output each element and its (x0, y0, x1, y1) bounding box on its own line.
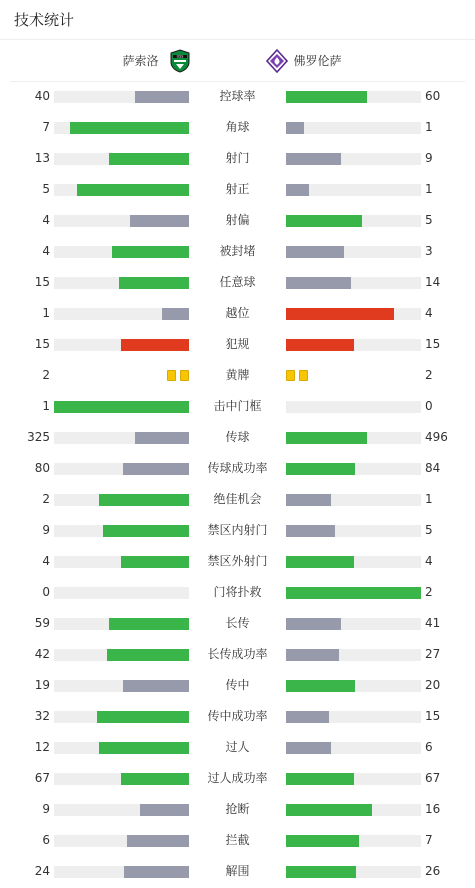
home-stat-value: 4 (42, 554, 50, 568)
home-stat-bar-fill (123, 680, 189, 692)
stat-label: 抢断 (225, 802, 250, 816)
home-stat-bar-track (54, 153, 189, 165)
away-stat-value: 15 (425, 709, 441, 723)
stat-label: 任意球 (219, 275, 256, 289)
teams-header (10, 40, 465, 82)
stat-row (0, 236, 475, 267)
away-stat-bar-fill (286, 835, 359, 847)
stat-label: 被封堵 (219, 244, 256, 258)
away-stat-bar-track (286, 618, 421, 630)
home-stat-bar-track (54, 742, 189, 754)
home-stat-bar-fill (112, 246, 189, 258)
away-stat-value: 5 (425, 213, 433, 227)
home-stat-value: 9 (42, 802, 50, 816)
home-stat-bar-track (54, 494, 189, 506)
away-stat-bar-track (286, 246, 421, 258)
away-stat-value: 496 (425, 430, 448, 444)
stat-row (0, 112, 475, 143)
stat-row (0, 701, 475, 732)
stat-label: 角球 (225, 120, 250, 134)
stat-label: 犯规 (225, 337, 250, 351)
away-stat-value: 84 (425, 461, 441, 475)
home-stat-value: 13 (34, 151, 50, 165)
away-stat-bar-fill (286, 494, 331, 506)
home-stat-value: 19 (34, 678, 50, 692)
stat-row (0, 515, 475, 546)
home-stat-bar-track (54, 866, 189, 878)
away-stat-bar-fill (286, 618, 341, 630)
away-stat-value: 27 (425, 647, 441, 661)
home-stat-bar-fill (119, 277, 189, 289)
home-stat-bar-fill (121, 339, 189, 351)
away-yellow-cards (286, 370, 308, 382)
home-stat-bar-fill (162, 308, 189, 320)
away-stat-bar-track (286, 153, 421, 165)
away-stat-bar-fill (286, 866, 356, 878)
stat-row (0, 577, 475, 608)
away-stat-value: 3 (425, 244, 433, 258)
away-stat-bar-fill (286, 339, 354, 351)
home-stat-bar-fill (124, 866, 189, 878)
home-stat-bar-track (54, 246, 189, 258)
stat-row (0, 81, 475, 112)
away-stat-value: 6 (425, 740, 433, 754)
home-stat-value: 6 (42, 833, 50, 847)
svg-text:USS: USS (176, 54, 183, 59)
home-stat-value: 24 (34, 864, 50, 878)
away-stat-bar-fill (286, 277, 351, 289)
home-stat-bar-track (54, 277, 189, 289)
away-stat-value: 5 (425, 523, 433, 537)
away-stat-bar-track (286, 773, 421, 785)
home-stat-value: 1 (42, 306, 50, 320)
stat-row (0, 174, 475, 205)
home-stat-value: 4 (42, 213, 50, 227)
away-team[interactable] (266, 40, 342, 81)
home-stat-bar-fill (99, 494, 189, 506)
stat-row (0, 670, 475, 701)
away-stat-bar-track (286, 277, 421, 289)
home-stat-bar-track (54, 773, 189, 785)
home-stat-value: 9 (42, 523, 50, 537)
away-stat-bar-track (286, 432, 421, 444)
away-stat-value: 67 (425, 771, 441, 785)
away-stat-value: 2 (425, 368, 433, 382)
away-stat-bar-track (286, 556, 421, 568)
away-stat-bar-track (286, 184, 421, 196)
home-stat-bar-track (54, 432, 189, 444)
home-stat-bar-track (54, 308, 189, 320)
away-stat-bar-fill (286, 246, 344, 258)
away-stat-bar-track (286, 215, 421, 227)
home-stat-bar-track (54, 525, 189, 537)
away-stat-value: 1 (425, 492, 433, 506)
away-stat-value: 4 (425, 306, 433, 320)
away-stat-bar-fill (286, 184, 309, 196)
stat-row (0, 763, 475, 794)
stat-label: 过人 (225, 740, 250, 754)
stat-row (0, 546, 475, 577)
away-stat-bar-fill (286, 432, 367, 444)
away-stat-value: 1 (425, 182, 433, 196)
home-stat-bar-track (54, 587, 189, 599)
home-stat-bar-track (54, 463, 189, 475)
away-stat-bar-fill (286, 649, 339, 661)
away-stat-bar-track (286, 649, 421, 661)
away-stat-value: 14 (425, 275, 441, 289)
home-stat-bar-fill (140, 804, 189, 816)
home-stat-bar-fill (127, 835, 189, 847)
home-stat-bar-track (54, 835, 189, 847)
away-stat-value: 16 (425, 802, 441, 816)
home-stat-bar-track (54, 339, 189, 351)
stat-label: 长传 (225, 616, 250, 630)
away-stat-bar-track (286, 339, 421, 351)
stat-row (0, 453, 475, 484)
stat-row (0, 732, 475, 763)
stat-label: 越位 (225, 306, 250, 320)
yellow-card-icon (180, 370, 189, 381)
page-title: 技术统计 (14, 11, 75, 29)
home-stat-value: 0 (42, 585, 50, 599)
home-stat-bar-track (54, 184, 189, 196)
home-stat-bar-track (54, 215, 189, 227)
stat-row (0, 794, 475, 825)
stat-row (0, 205, 475, 236)
home-stat-value: 59 (34, 616, 50, 630)
away-stat-value: 7 (425, 833, 433, 847)
stat-label: 黄牌 (225, 368, 250, 382)
away-stat-bar-fill (286, 122, 304, 134)
home-stat-value: 80 (34, 461, 50, 475)
stat-row (0, 391, 475, 422)
stat-label: 过人成功率 (207, 771, 268, 785)
home-stat-bar-fill (103, 525, 189, 537)
away-stat-bar-track (286, 463, 421, 475)
away-stat-value: 20 (425, 678, 441, 692)
home-stat-bar-track (54, 618, 189, 630)
yellow-card-icon (286, 370, 295, 381)
away-stat-value: 41 (425, 616, 441, 630)
stat-label: 射偏 (225, 213, 250, 227)
home-stat-bar-fill (123, 463, 189, 475)
home-stat-value: 325 (27, 430, 50, 444)
away-stat-value: 1 (425, 120, 433, 134)
away-stat-bar-fill (286, 680, 355, 692)
away-stat-bar-track (286, 680, 421, 692)
away-stat-value: 26 (425, 864, 441, 878)
yellow-card-icon (299, 370, 308, 381)
stat-row (0, 639, 475, 670)
home-stat-bar-fill (107, 649, 189, 661)
home-stat-value: 40 (34, 89, 50, 103)
home-team[interactable] (122, 40, 190, 81)
home-stat-bar-track (54, 122, 189, 134)
home-stat-value: 4 (42, 244, 50, 258)
home-stat-value: 1 (42, 399, 50, 413)
home-stat-value: 32 (34, 709, 50, 723)
away-stat-bar-fill (286, 153, 341, 165)
home-stat-bar-fill (54, 401, 189, 413)
stat-row (0, 329, 475, 360)
away-stat-bar-fill (286, 587, 421, 599)
home-stat-bar-fill (97, 711, 189, 723)
home-stat-bar-fill (77, 184, 189, 196)
away-stat-bar-fill (286, 773, 354, 785)
home-team-name: 萨索洛 (122, 54, 159, 68)
away-stat-bar-fill (286, 463, 355, 475)
home-stat-bar-fill (121, 556, 189, 568)
stat-row (0, 267, 475, 298)
home-stat-value: 15 (34, 337, 50, 351)
away-stat-value: 9 (425, 151, 433, 165)
away-stat-bar-track (286, 308, 421, 320)
stat-label: 传中成功率 (207, 709, 268, 723)
away-stat-bar-fill (286, 215, 362, 227)
stat-label: 射门 (225, 151, 250, 165)
stat-label: 传球 (225, 430, 250, 444)
away-stat-bar-track (286, 525, 421, 537)
away-stat-value: 0 (425, 399, 433, 413)
away-team-name: 佛罗伦萨 (293, 54, 342, 68)
home-stat-value: 15 (34, 275, 50, 289)
away-stat-value: 60 (425, 89, 441, 103)
home-stat-value: 7 (42, 120, 50, 134)
stat-label: 传中 (225, 678, 250, 692)
home-stat-value: 2 (42, 492, 50, 506)
sassuolo-crest-icon (169, 49, 191, 73)
home-stat-bar-fill (109, 618, 189, 630)
away-stat-bar-track (286, 91, 421, 103)
stat-row (0, 360, 475, 391)
away-stat-bar-fill (286, 308, 394, 320)
stat-label: 绝佳机会 (213, 492, 262, 506)
away-stat-bar-track (286, 587, 421, 599)
home-yellow-cards (167, 370, 189, 382)
stat-row (0, 608, 475, 639)
stat-label: 禁区外射门 (207, 554, 268, 568)
away-stat-bar-track (286, 742, 421, 754)
home-stat-bar-track (54, 556, 189, 568)
away-stat-bar-track (286, 401, 421, 413)
away-stat-bar-track (286, 835, 421, 847)
away-stat-value: 4 (425, 554, 433, 568)
home-stat-bar-track (54, 680, 189, 692)
away-stat-bar-fill (286, 91, 367, 103)
away-stat-bar-track (286, 804, 421, 816)
home-stat-bar-track (54, 804, 189, 816)
away-stat-bar-track (286, 711, 421, 723)
away-stat-bar-fill (286, 525, 335, 537)
away-stat-bar-track (286, 866, 421, 878)
home-stat-bar-fill (130, 215, 189, 227)
stat-row (0, 143, 475, 174)
stat-row (0, 422, 475, 453)
home-stat-value: 42 (34, 647, 50, 661)
stat-label: 传球成功率 (207, 461, 268, 475)
stat-row (0, 825, 475, 856)
home-stat-bar-fill (70, 122, 189, 134)
stat-label: 击中门框 (213, 399, 262, 413)
stat-label: 拦截 (225, 833, 250, 847)
home-stat-bar-track (54, 91, 189, 103)
away-stat-value: 2 (425, 585, 433, 599)
stat-label: 解围 (225, 864, 250, 878)
stat-row (0, 298, 475, 329)
home-stat-bar-fill (121, 773, 189, 785)
yellow-card-icon (167, 370, 176, 381)
stat-row (0, 856, 475, 887)
away-stat-bar-fill (286, 711, 329, 723)
home-stat-value: 67 (34, 771, 50, 785)
away-stat-bar-track (286, 122, 421, 134)
home-stat-value: 5 (42, 182, 50, 196)
away-stat-bar-fill (286, 556, 354, 568)
home-stat-value: 12 (34, 740, 50, 754)
away-stat-value: 15 (425, 337, 441, 351)
home-stat-bar-fill (99, 742, 189, 754)
home-stat-value: 2 (42, 368, 50, 382)
home-stat-bar-fill (109, 153, 189, 165)
fiorentina-crest-icon (266, 49, 288, 73)
home-stat-bar-track (54, 401, 189, 413)
stat-label: 门将扑救 (213, 585, 262, 599)
home-stat-bar-track (54, 711, 189, 723)
home-stat-bar-fill (135, 91, 189, 103)
away-stat-bar-fill (286, 804, 372, 816)
stat-label: 禁区内射门 (207, 523, 268, 537)
home-stat-bar-fill (135, 432, 189, 444)
away-stat-bar-fill (286, 742, 331, 754)
stat-row (0, 484, 475, 515)
home-stat-bar-track (54, 649, 189, 661)
page-header (0, 0, 475, 40)
stat-label: 长传成功率 (207, 647, 268, 661)
stat-label: 控球率 (219, 89, 256, 103)
stat-label: 射正 (225, 182, 250, 196)
away-stat-bar-track (286, 494, 421, 506)
